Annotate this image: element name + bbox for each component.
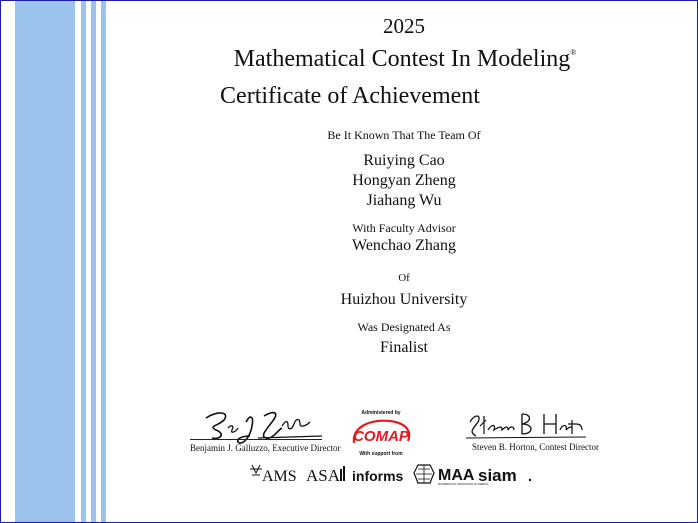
comap-logo-text: COMAP [353, 428, 409, 445]
decorative-stripe-thin-3 [101, 1, 106, 522]
team-member-3: Jiahang Wu [366, 192, 442, 209]
team-member-1: Ruiying Cao [363, 152, 445, 169]
of-label: Of [398, 272, 410, 284]
sponsor-logos-row [248, 461, 548, 487]
contest-director-name: Steven B. Horton, Contest Director [472, 442, 599, 452]
contest-director-signature [464, 410, 588, 440]
certificate-title: Certificate of Achievement [220, 83, 480, 109]
designation: Finalist [379, 339, 428, 356]
certificate-year: 2025 [383, 14, 425, 38]
registered-trademark: ® [570, 48, 577, 57]
ams-logo [250, 465, 297, 485]
faculty-advisor: Wenchao Zhang [352, 237, 456, 254]
decorative-stripe-thin-1 [81, 1, 86, 522]
decorative-stripe-thin-2 [91, 1, 96, 522]
asa-logo [306, 466, 345, 485]
decorative-stripe-wide [15, 1, 75, 522]
institution-name: Huizhou University [340, 291, 468, 308]
siam-logo-text: siam [478, 466, 517, 485]
support-label: With support from [359, 451, 403, 457]
asa-logo-text: ASA [306, 466, 341, 485]
administered-by-label: Administered by [361, 410, 401, 416]
executive-director-name: Benjamin J. Galluzzo, Executive Director [190, 443, 341, 453]
ams-logo-text: AMS [262, 468, 297, 485]
signature-line-left [190, 439, 322, 440]
designation-label: Was Designated As [357, 320, 451, 334]
contest-title [120, 46, 690, 73]
team-member-2: Hongyan Zheng [352, 172, 456, 189]
team-label: Be It Known That The Team Of [327, 128, 481, 142]
advisor-label: With Faculty Advisor [352, 221, 456, 235]
maa-subtitle-text: MATHEMATICAL ASSOCIATION OF AMERICA [438, 483, 489, 486]
informs-logo-text: informs [352, 468, 404, 484]
comap-logo [350, 417, 412, 449]
siam-logo [478, 466, 531, 485]
informs-logo [352, 468, 404, 484]
maa-logo-text: MAA [438, 467, 475, 484]
contest-name: Mathematical Contest In Modeling [233, 46, 571, 72]
